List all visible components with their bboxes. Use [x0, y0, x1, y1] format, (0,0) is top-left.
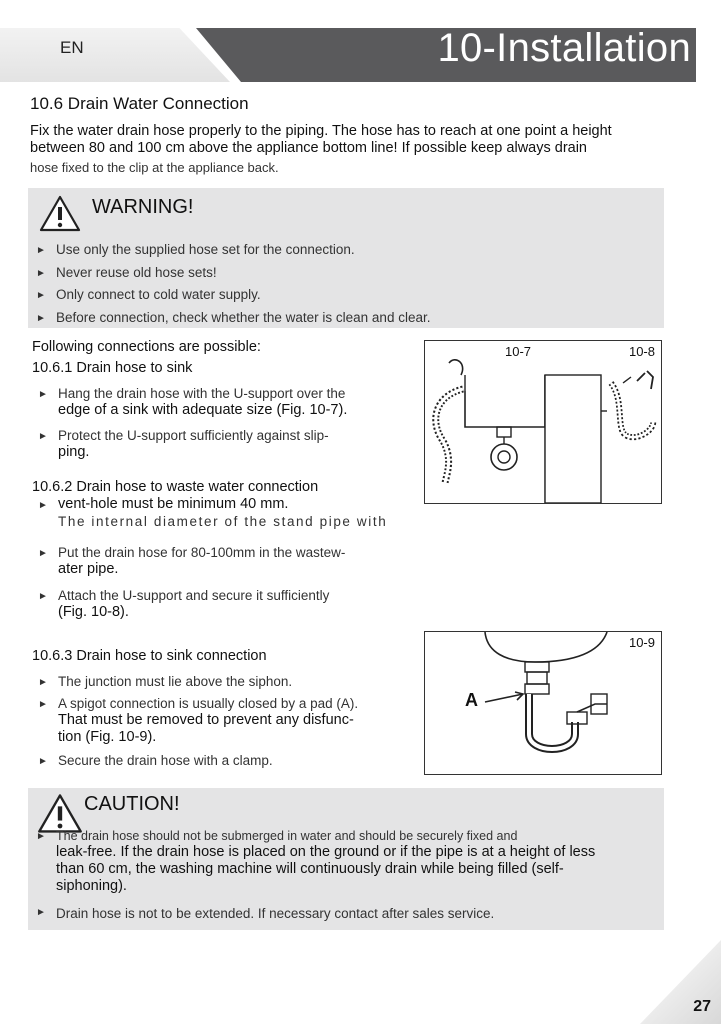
- intro-line: Fix the water drain hose properly to the piping. The hose has to reach at one point a height: [30, 123, 612, 139]
- page-title: 10-Installation: [437, 26, 691, 70]
- sink-conn-item-line: ► The junction must lie above the siphon.: [58, 674, 293, 689]
- warning-title: WARNING!: [92, 196, 194, 218]
- waste-item: [30, 544, 415, 578]
- warning-item: ► Only connect to cold water supply.: [28, 284, 648, 307]
- connections-intro: Following connections are possible:: [32, 339, 261, 355]
- sink-conn-item-line: That must be removed to prevent any disfunc-: [58, 712, 354, 728]
- warning-item: ► Never reuse old hose sets!: [28, 262, 648, 285]
- sink-conn-item: [30, 673, 425, 690]
- sink-item-line: ► Hang the drain hose with the U-support over the: [58, 386, 346, 401]
- intro-line: hose fixed to the clip at the appliance back.: [30, 160, 279, 175]
- sink-conn-heading: 10.6.3 Drain hose to sink connection: [32, 648, 267, 664]
- caution-panel: [28, 788, 664, 930]
- sink-item: [30, 428, 415, 461]
- waste-item: [30, 496, 415, 530]
- warning-panel: [28, 188, 664, 328]
- warning-item: ► Use only the supplied hose set for the connection.: [28, 239, 648, 262]
- waste-item-line: The internal diameter of the stand pipe with: [58, 514, 388, 529]
- figure-10-7-10-8: [424, 340, 662, 504]
- waste-item-line: ► vent-hole must be minimum 40 mm.: [58, 496, 289, 512]
- sink-item-line: ping.: [58, 444, 90, 460]
- figure-label-10-8: 10-8: [628, 344, 655, 359]
- caution-item-1-text: [28, 828, 660, 895]
- siphon-illustration: [425, 632, 661, 774]
- caution-line: leak-free. If the drain hose is placed on the ground or if the pipe is at a height of less: [56, 844, 596, 860]
- sink-conn-list: [30, 673, 425, 769]
- drain-hose-illustration: [425, 341, 661, 503]
- caution-item-1: [28, 828, 660, 895]
- sink-conn-item: [30, 695, 425, 746]
- figure-label-10-7: 10-7: [505, 344, 532, 359]
- spigot-label-a: A: [465, 690, 478, 710]
- sink-item-line: ► Protect the U-support sufficiently against slip-: [58, 428, 329, 443]
- section-intro: [30, 123, 710, 176]
- warning-item: ► Before connection, check whether the water is clean and clear.: [28, 307, 648, 330]
- language-label: EN: [60, 38, 84, 57]
- sink-conn-item-line: ► Secure the drain hose with a clamp.: [58, 753, 273, 768]
- caution-line: ► The drain hose should not be submerged in water and should be securely fixed and: [56, 829, 518, 843]
- figure-label-10-9: 10-9: [628, 635, 655, 650]
- sink-conn-item-line: ► A spigot connection is usually closed by a pad (A).: [58, 696, 359, 711]
- sink-item: [30, 386, 415, 419]
- waste-item-line: (Fig. 10-8).: [58, 604, 129, 620]
- caution-item-2: ► Drain hose is not to be extended. If necessary contact after sales service.: [28, 906, 676, 921]
- waste-list: [30, 496, 415, 621]
- caution-line: than 60 cm, the washing machine will continuously drain while being filled (self-: [56, 861, 564, 877]
- caution-title: CAUTION!: [84, 793, 180, 815]
- waste-heading: 10.6.2 Drain hose to waste water connection: [32, 479, 319, 495]
- waste-item: [30, 588, 415, 621]
- intro-line: between 80 and 100 cm above the appliance bottom line! If possible keep always drain: [30, 140, 587, 156]
- warning-icon: [38, 194, 82, 234]
- section-heading: 10.6 Drain Water Connection: [30, 94, 249, 113]
- sink-conn-item: [30, 752, 425, 769]
- waste-item-line: ater pipe.: [58, 561, 119, 577]
- page-number: 27: [693, 998, 711, 1015]
- waste-item-line: ► Put the drain hose for 80-100mm in the wastew-: [58, 545, 346, 560]
- caution-line: siphoning).: [56, 878, 127, 894]
- waste-item-line: ► Attach the U-support and secure it sufficiently: [58, 588, 330, 603]
- sink-heading: 10.6.1 Drain hose to sink: [32, 360, 193, 376]
- sink-item-line: edge of a sink with adequate size (Fig. 10-7).: [58, 402, 348, 418]
- figure-10-9: [424, 631, 662, 775]
- sink-list: [30, 386, 415, 461]
- sink-conn-item-line: tion (Fig. 10-9).: [58, 729, 157, 745]
- warning-list: [28, 239, 648, 329]
- header-left-band: [0, 28, 230, 82]
